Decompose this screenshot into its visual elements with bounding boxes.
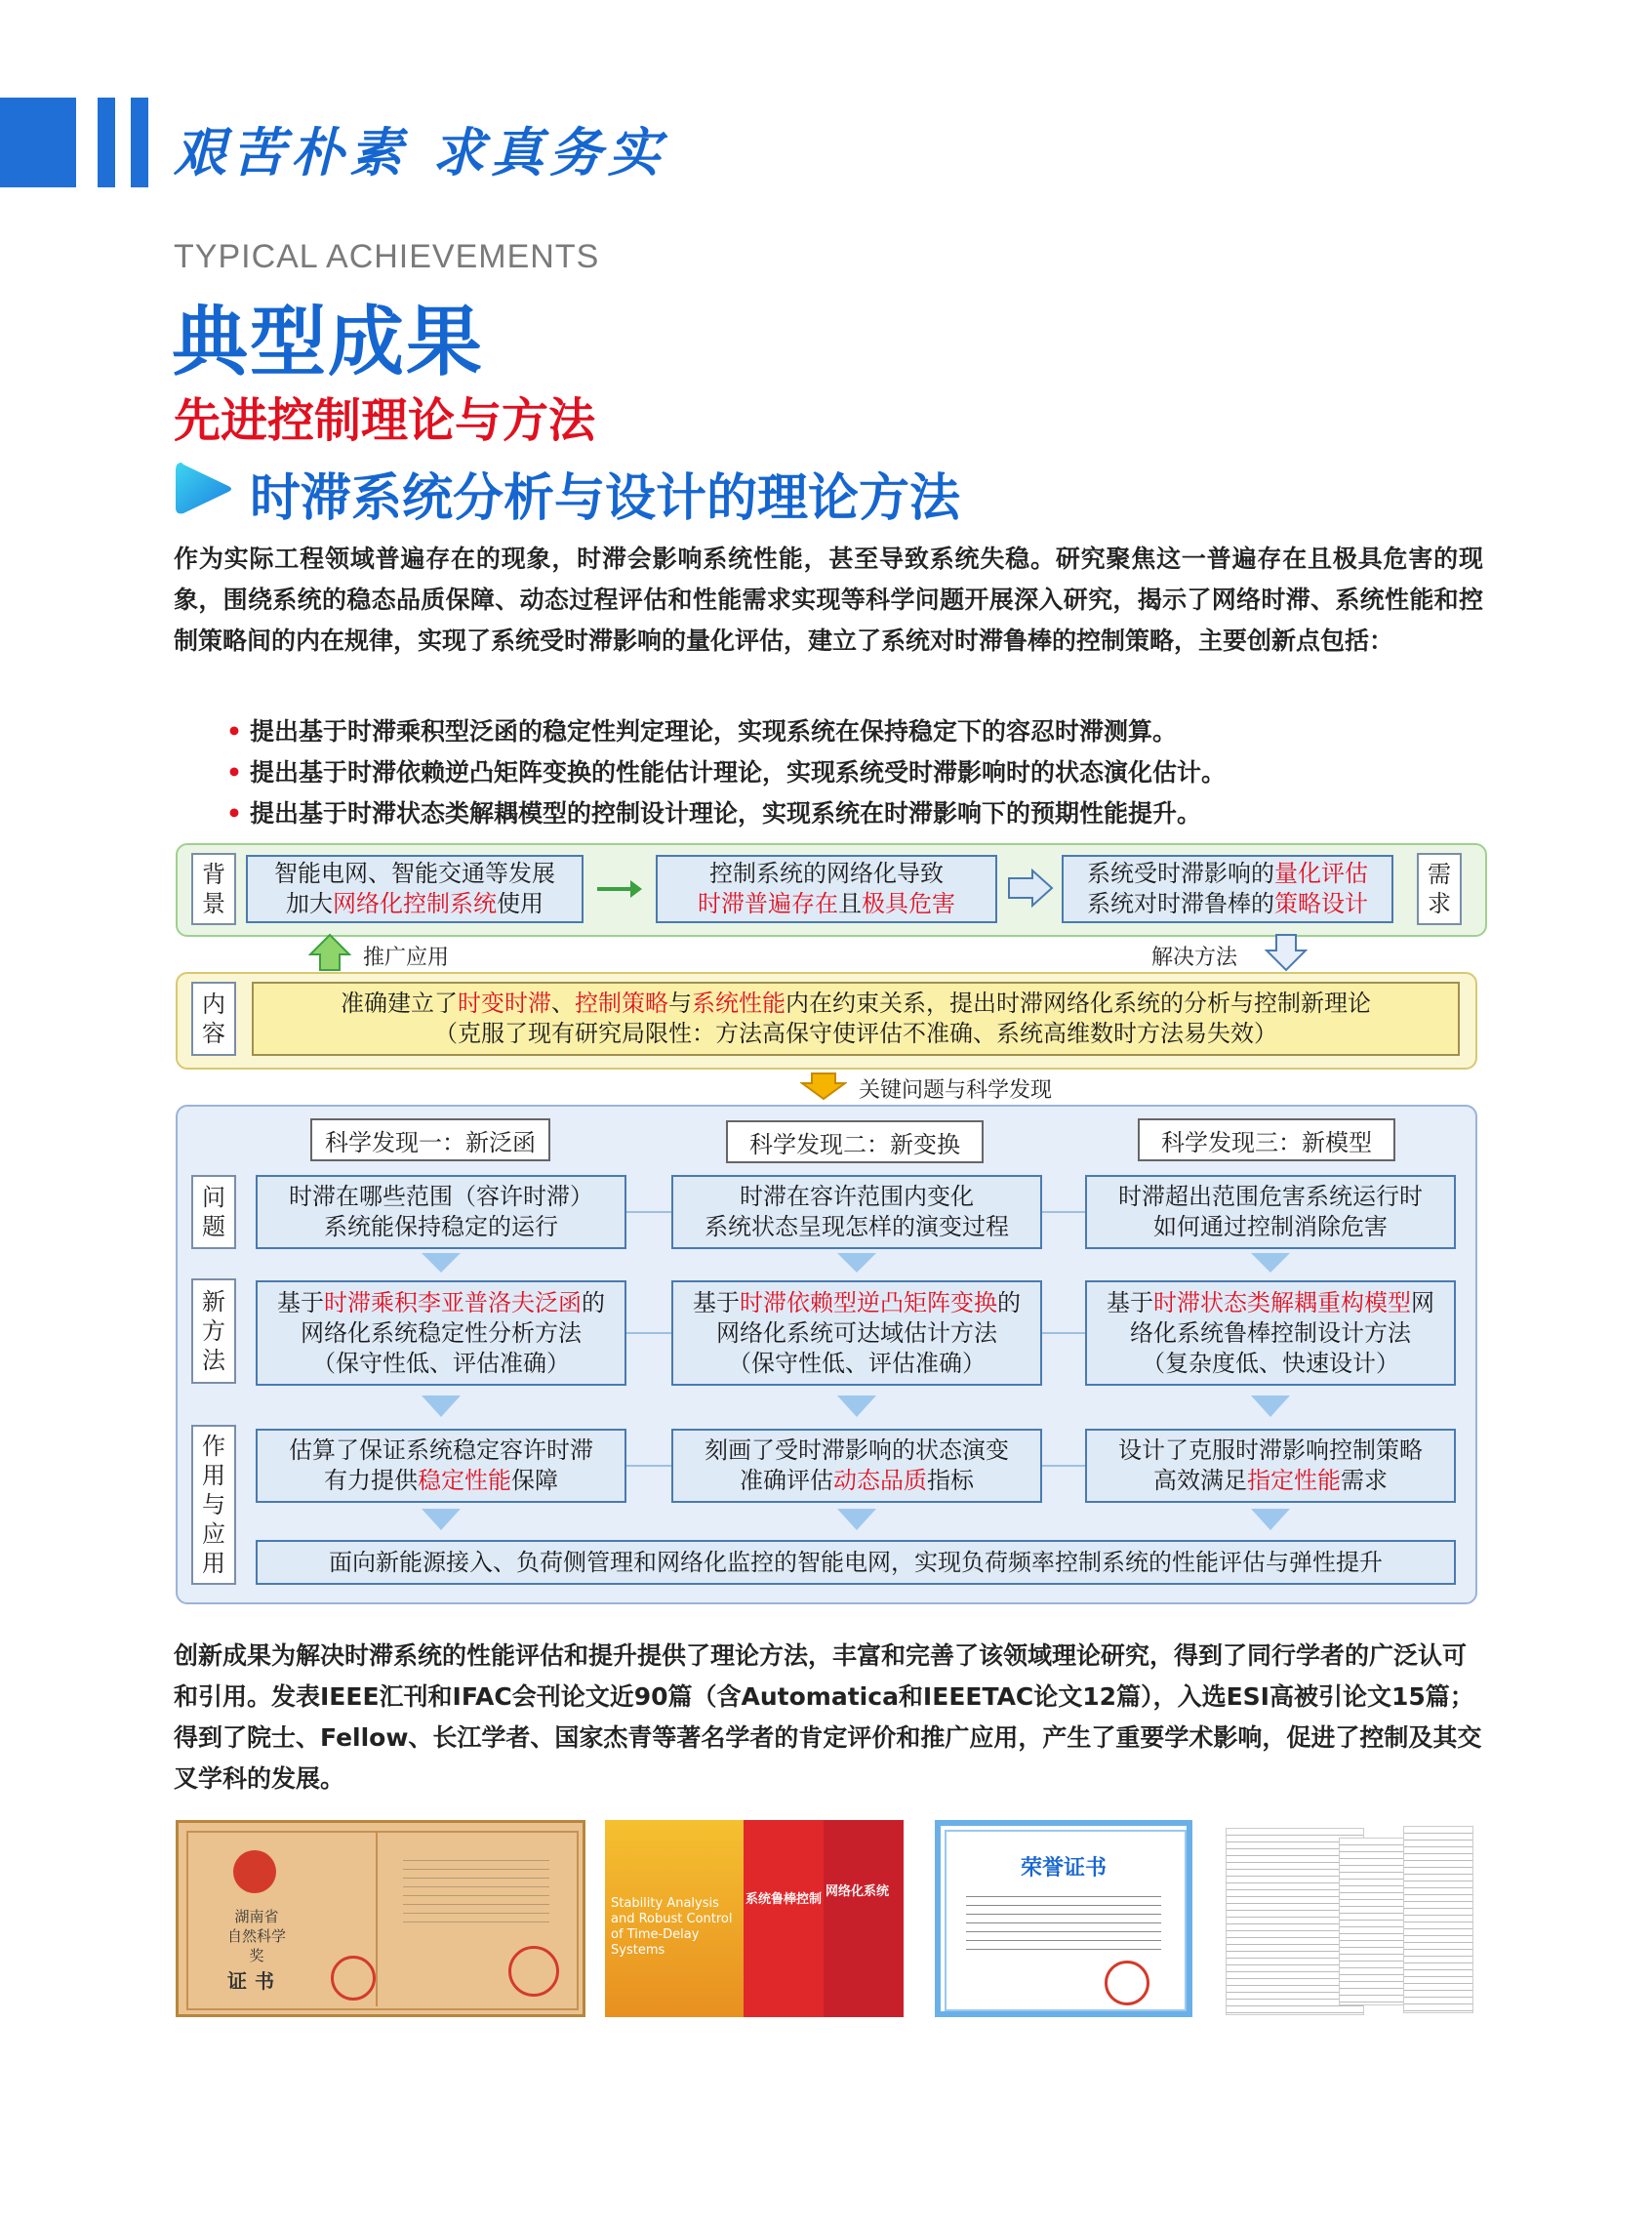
book-3-title: 网络化系统 (826, 1884, 890, 1899)
arrow-right-icon (597, 876, 644, 902)
method-box-3: 基于时滞状态类解耦重构模型网 络化系统鲁棒控制设计方法 （复杂度低、快速设计） (1085, 1280, 1456, 1386)
effect-box-2: 刻画了受时滞影响的状态演变 准确评估动态品质指标 (671, 1429, 1042, 1503)
application-box: 面向新能源接入、负荷侧管理和网络化监控的智能电网，实现负荷频率控制系统的性能评估与弹性提升 (256, 1540, 1456, 1585)
effect-box-3: 设计了克服时滞影响控制策略 高效满足指定性能需求 (1085, 1429, 1456, 1503)
certificate-image (176, 1820, 585, 2017)
key-label: 关键问题与科学发现 (859, 1078, 1053, 1103)
background-box-2: 控制系统的网络化导致 时滞普遍存在且极具危害 (656, 855, 997, 923)
bullet-2: • 提出基于时滞依赖逆凸矩阵变换的性能估计理论，实现系统受时滞影响时的状态演化估计。 (226, 758, 1226, 787)
header-bar-1 (98, 98, 115, 187)
play-icon (174, 459, 234, 519)
problem-box-1: 时滞在哪些范围（容许时滞） 系统能保持稳定的运行 (256, 1175, 626, 1249)
book-2-title: 系统鲁棒控制 (745, 1892, 823, 1907)
emblem-icon (233, 1850, 276, 1893)
book-1-title: Stability Analysis and Robust Control of Time-Delay Systems (611, 1896, 733, 1958)
seal-icon (331, 1956, 376, 2001)
arrow-up-icon (308, 933, 351, 972)
chinese-title: 典型成果 (172, 299, 485, 386)
demand-label: 需求 (1417, 853, 1462, 925)
method-label: 新方法 (191, 1278, 236, 1384)
bullet-3: • 提出基于时滞状态类解耦模型的控制设计理论，实现系统在时滞影响下的预期性能提升。 (226, 799, 1201, 828)
section-title: 时滞系统分析与设计的理论方法 (250, 469, 961, 528)
effect-label: 作用与应用 (191, 1425, 236, 1585)
content-box: 准确建立了时变时滞、控制策略与系统性能内在约束关系，提出时滞网络化系统的分析与控制新理论 （克服了现有研究局限性：方法高保守使评估不准确、系统高维数时方法易失效） (252, 982, 1460, 1056)
conclusion-paragraph: 创新成果为解决时滞系统的性能评估和提升提供了理论方法，丰富和完善了该领域理论研究，得到了同行学者的广泛认可和引用。发表IEEE汇刊和IFAC会刊论文近90篇（含Automatica和IEEETAC论文12篇），入选ESI高被引论文15篇；得到了院士、Fellow、长江学者、国家杰青等著名学者的肯定评价和推广应用，产生了重要学术影响，促进了控制及其交叉学科的发展。 (174, 1641, 1482, 1793)
solution-label: 解决方法 (1151, 946, 1238, 970)
problem-box-2: 时滞在容许范围内变化 系统状态呈现怎样的演变过程 (671, 1175, 1042, 1249)
problem-box-3: 时滞超出范围危害系统运行时 如何通过控制消除危害 (1085, 1175, 1456, 1249)
arrow-down-icon (1265, 933, 1308, 972)
effect-box-1: 估算了保证系统稳定容许时滞 有力提供稳定性能保障 (256, 1429, 626, 1503)
honor-title: 荣誉证书 (1020, 1856, 1107, 1881)
certificate-org-2: 自然科学奖 (226, 1927, 286, 1964)
discovery-3: 科学发现三：新模型 (1138, 1118, 1395, 1161)
motto: 艰苦朴素 求真务实 (174, 121, 666, 183)
header-bar-2 (131, 98, 148, 187)
background-box-3: 系统受时滞影响的量化评估 系统对时滞鲁棒的策略设计 (1062, 855, 1393, 923)
certificate-org-1: 湖南省 (234, 1908, 279, 1925)
discovery-1: 科学发现一：新泛函 (310, 1118, 550, 1161)
bullet-1: • 提出基于时滞乘积型泛函的稳定性判定理论，实现系统在保持稳定下的容忍时滞测算。 (226, 717, 1177, 746)
honor-seal-icon (1105, 1961, 1149, 2005)
key-arrow-down-icon (800, 1072, 847, 1101)
english-title: TYPICAL ACHIEVEMENTS (174, 238, 600, 275)
seal-icon-2 (508, 1946, 559, 1997)
discovery-2: 科学发现二：新变换 (726, 1120, 984, 1163)
header-color-block (0, 98, 76, 187)
certificate-label: 证书 (227, 1969, 282, 1993)
problem-label: 问题 (191, 1175, 236, 1249)
background-box-1: 智能电网、智能交通等发展 加大网络化控制系统使用 (246, 855, 584, 923)
method-box-1: 基于时滞乘积李亚普洛夫泛函的 网络化系统稳定性分析方法 （保守性低、评估准确） (256, 1280, 626, 1386)
subtitle: 先进控制理论与方法 (174, 393, 596, 448)
content-label: 内容 (191, 982, 236, 1056)
books-image (605, 1820, 904, 2017)
block-arrow-right-icon (1007, 869, 1054, 908)
papers-image (1222, 1820, 1473, 2017)
background-label: 背景 (191, 853, 236, 925)
honor-certificate-image (935, 1820, 1192, 2017)
method-box-2: 基于时滞依赖型逆凸矩阵变换的 网络化系统可达域估计方法 （保守性低、评估准确） (671, 1280, 1042, 1386)
intro-paragraph: 作为实际工程领域普遍存在的现象，时滞会影响系统性能，甚至导致系统失稳。研究聚焦这一普遍存在且极具危害的现象，围绕系统的稳态品质保障、动态过程评估和性能需求实现等科学问题开展深入研究，揭示了网络时滞、系统性能和控制策略间的内在规律，实现了系统受时滞影响的量化评估，建立了系统对时滞鲁棒的控制策略，主要创新点包括： (174, 545, 1483, 655)
promote-label: 推广应用 (363, 946, 450, 970)
